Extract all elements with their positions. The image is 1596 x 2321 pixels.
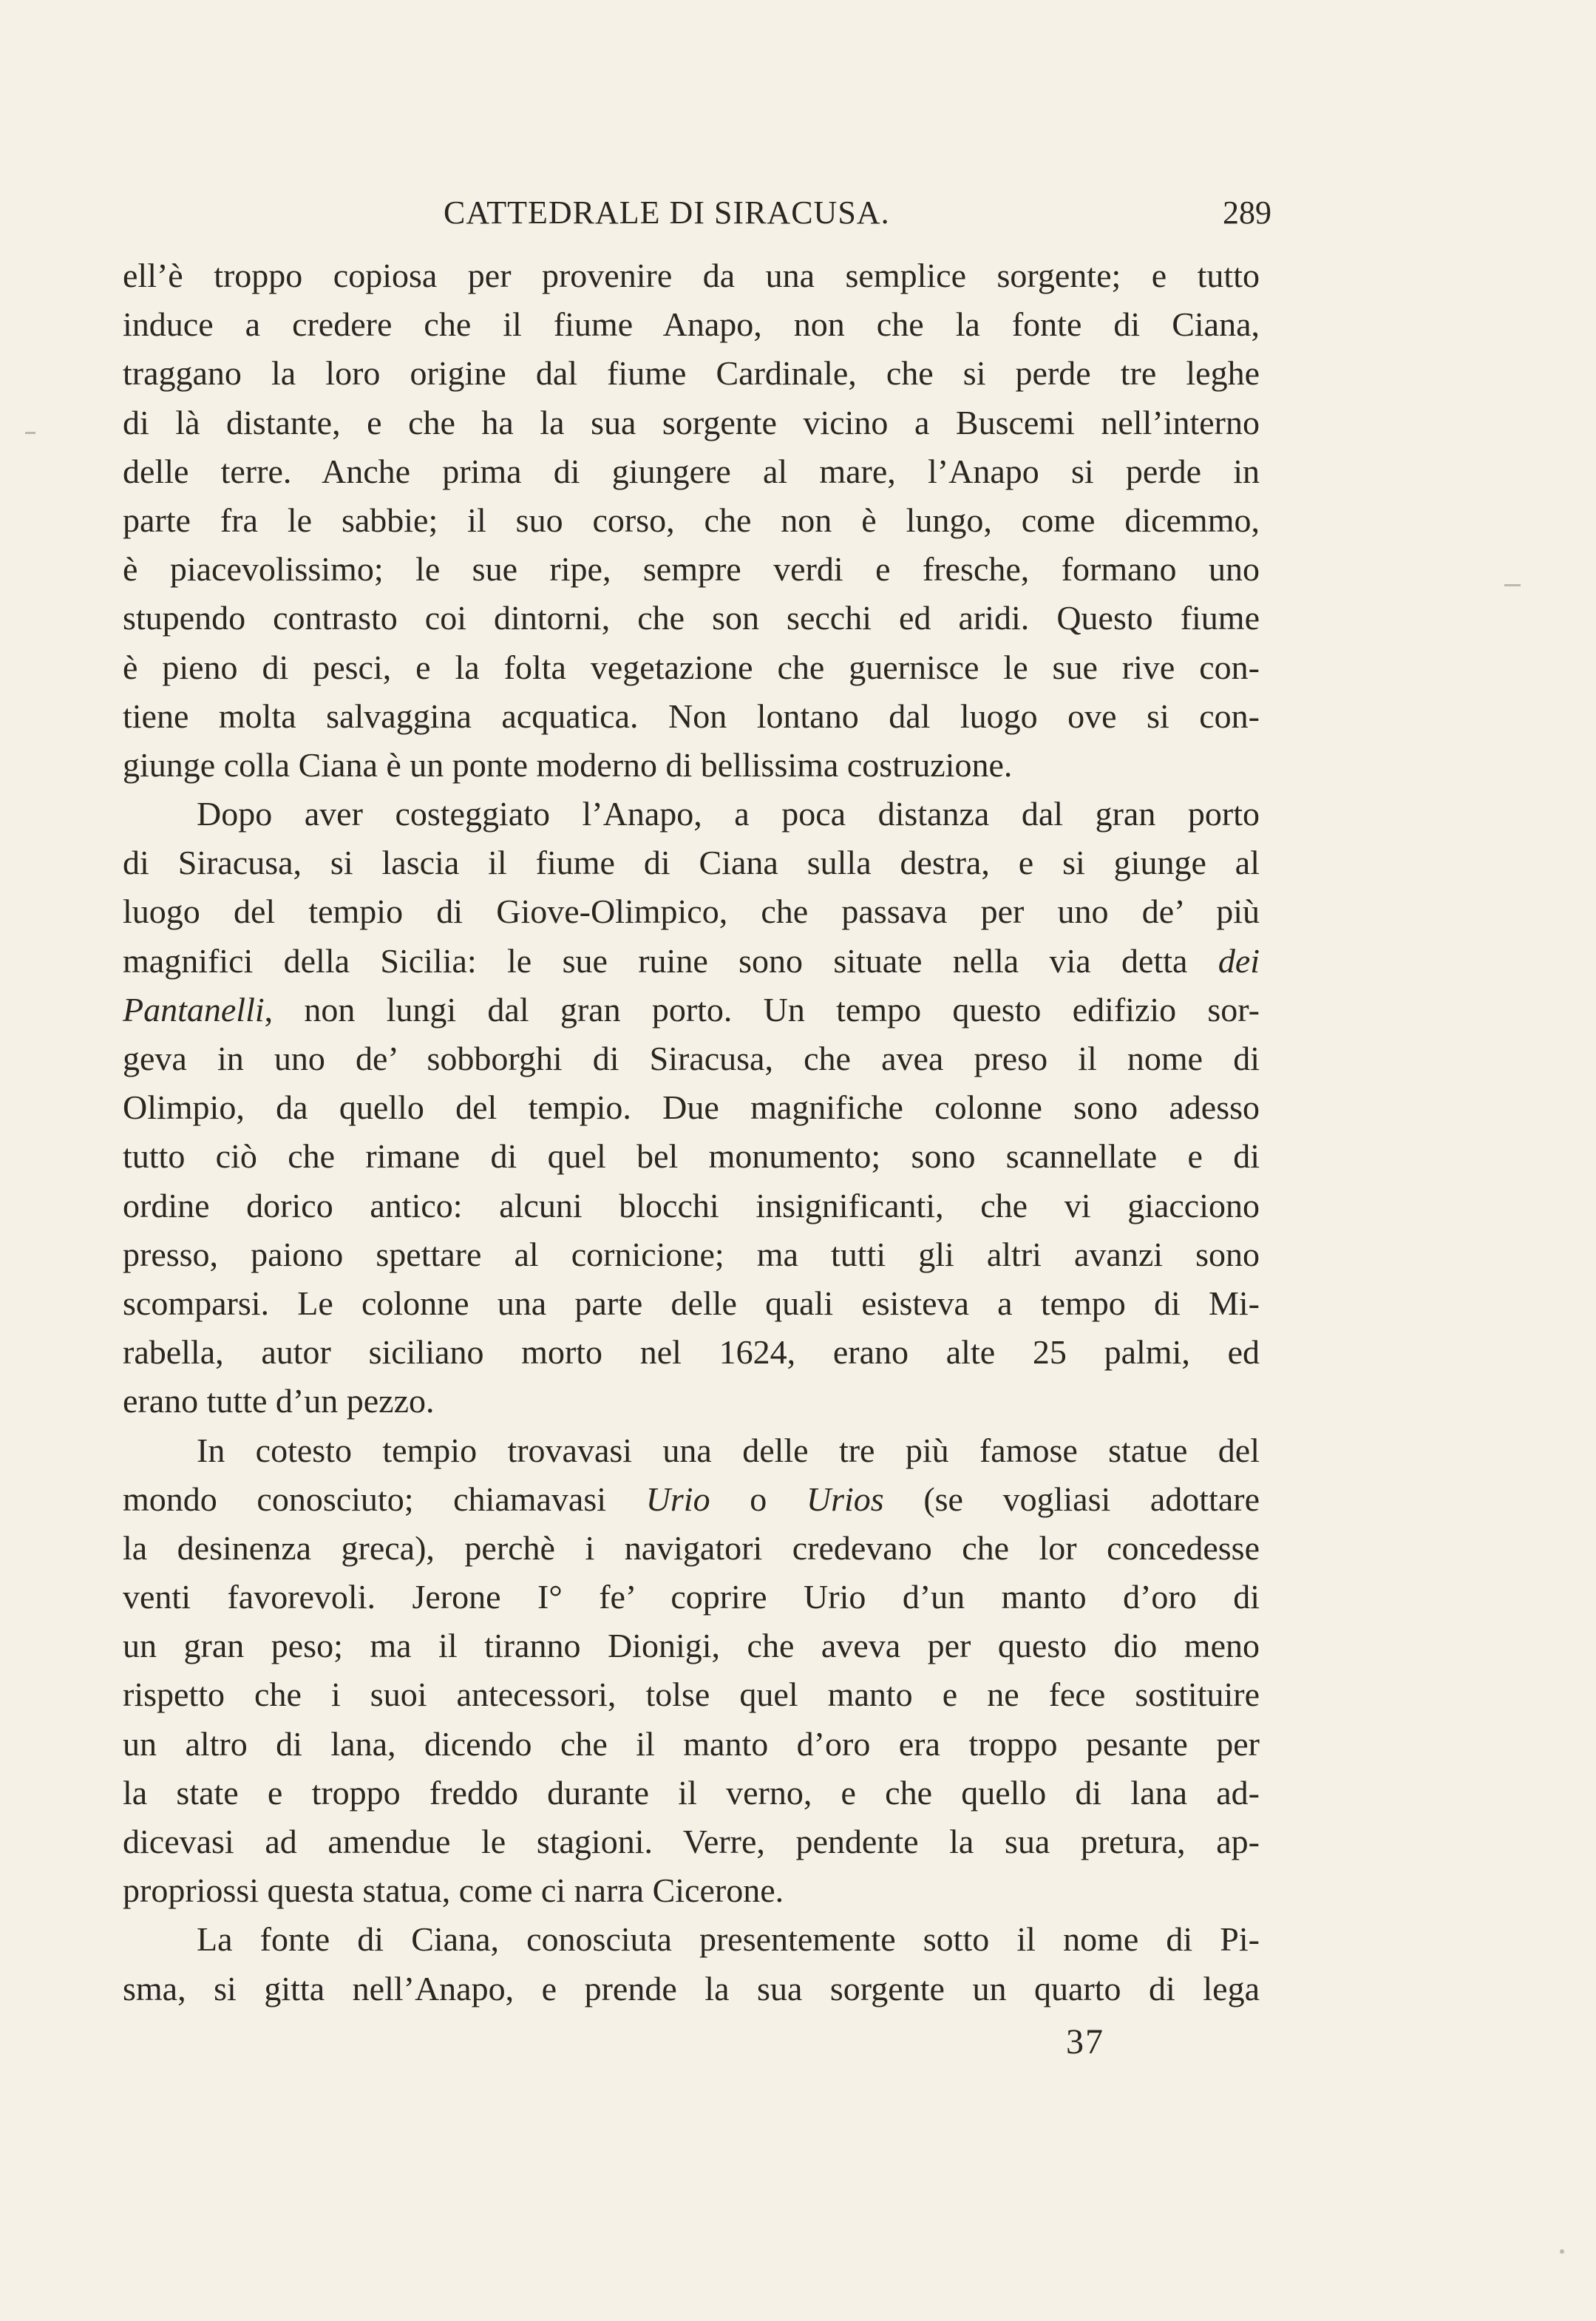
text-line: parte fra le sabbie; il suo corso, che non è lungo, come dicemmo, (123, 501, 1260, 539)
text-line: scomparsi. Le colonne una parte delle quali esisteva a tempo di Mi- (123, 1284, 1260, 1322)
text-line: ell’è troppo copiosa per provenire da una semplice sorgente; e tutto (123, 257, 1260, 294)
text-line: La fonte di Ciana, conosciuta presentemente sotto il nome di Pi- (197, 1920, 1260, 1959)
text-line: un gran peso; ma il tiranno Dionigi, che aveva per questo dio meno (123, 1627, 1260, 1665)
text-line: giunge colla Ciana è un ponte moderno di bellissima costruzione. (123, 745, 1013, 784)
text-line: rispetto che i suoi antecessori, tolse quel manto e ne fece sostituire (123, 1675, 1260, 1714)
text-line: geva in uno de’ sobborghi di Siracusa, che avea preso il nome di (123, 1040, 1260, 1077)
text-line: ordine dorico antico: alcuni blocchi insignificanti, che vi giacciono (123, 1186, 1260, 1224)
margin-speck (1560, 2249, 1564, 2254)
text-line: presso, paiono spettare al cornicione; ma tutti gli altri avanzi sono (123, 1235, 1260, 1273)
body-text (123, 251, 1260, 2013)
text-line: di là distante, e che ha la sua sorgente vicino a Buscemi nell’interno (123, 403, 1260, 441)
running-head (118, 194, 1271, 238)
text-line: induce a credere che il fiume Anapo, non che la fonte di Ciana, (123, 305, 1260, 344)
text-line: è pieno di pesci, e la folta vegetazione che guernisce le sue rive con- (123, 648, 1260, 686)
text-line (123, 986, 1260, 1034)
margin-speck (1504, 584, 1521, 586)
text-line: Dopo aver costeggiato l’Anapo, a poca distanza dal gran porto (197, 795, 1260, 833)
text-run: (se vogliasi adottare (923, 1480, 1260, 1518)
text-line: è piacevolissimo; le sue ripe, sempre verdi e fresche, formano uno (123, 550, 1260, 589)
text-line: luogo del tempio di Giove-Olimpico, che passava per uno de’ più (123, 892, 1260, 931)
italic-text-run: Urio (645, 1480, 710, 1518)
text-run: , non lungi dal gran porto. Un tempo questo edifizio sor- (264, 990, 1260, 1029)
text-line: la state e troppo freddo durante il verno, e che quello di lana ad- (123, 1773, 1260, 1812)
text-line: rabella, autor siciliano morto nel 1624, erano alte 25 palmi, ed (123, 1333, 1260, 1372)
text-line: dicevasi ad amendue le stagioni. Verre, pendente la sua pretura, ap- (123, 1823, 1260, 1860)
text-run: magnifici della Sicilia: le sue ruine sono situate nella via detta (123, 941, 1188, 980)
text-line: tiene molta salvaggina acquatica. Non lontano dal luogo ove si con- (123, 697, 1260, 735)
text-run: o (750, 1480, 767, 1518)
text-line: di Siracusa, si lascia il fiume di Ciana sulla destra, e si giunge al (123, 844, 1260, 882)
text-line: venti favorevoli. Jerone I° fe’ coprire Urio d’un manto d’oro di (123, 1578, 1260, 1616)
italic-text-run: dei (1218, 941, 1260, 980)
text-line: tutto ciò che rimane di quel bel monumento; sono scannellate e di (123, 1137, 1260, 1176)
text-line: propriossi questa statua, come ci narra Cicerone. (123, 1871, 784, 1910)
text-line: delle terre. Anche prima di giungere al mare, l’Anapo si perde in (123, 452, 1260, 490)
italic-text-run: Urios (806, 1480, 884, 1518)
running-title: CATTEDRALE DI SIRACUSA. (444, 194, 890, 231)
text-line: stupendo contrasto coi dintorni, che son secchi ed aridi. Questo fiume (123, 599, 1260, 637)
text-line: Olimpio, da quello del tempio. Due magnifiche colonne sono adesso (123, 1088, 1260, 1127)
text-line (123, 1475, 1260, 1524)
text-line: traggano la loro origine dal fiume Cardinale, che si perde tre leghe (123, 354, 1260, 393)
text-line (123, 937, 1260, 986)
italic-text-run: Pantanelli (123, 990, 265, 1029)
text-line: In cotesto tempio trovavasi una delle tre più famose statue del (197, 1431, 1260, 1469)
text-line: erano tutte d’un pezzo. (123, 1382, 435, 1420)
page-number: 289 (1223, 194, 1271, 231)
text-run: mondo conosciuto; chiamavasi (123, 1480, 607, 1518)
signature-mark: 37 (1066, 2022, 1104, 2061)
margin-speck (25, 432, 35, 434)
text-line: sma, si gitta nell’Anapo, e prende la sua sorgente un quarto di lega (123, 1969, 1260, 2007)
text-line: la desinenza greca), perchè i navigatori credevano che lor concedesse (123, 1528, 1260, 1567)
text-line: un altro di lana, dicendo che il manto d’oro era troppo pesante per (123, 1724, 1260, 1763)
